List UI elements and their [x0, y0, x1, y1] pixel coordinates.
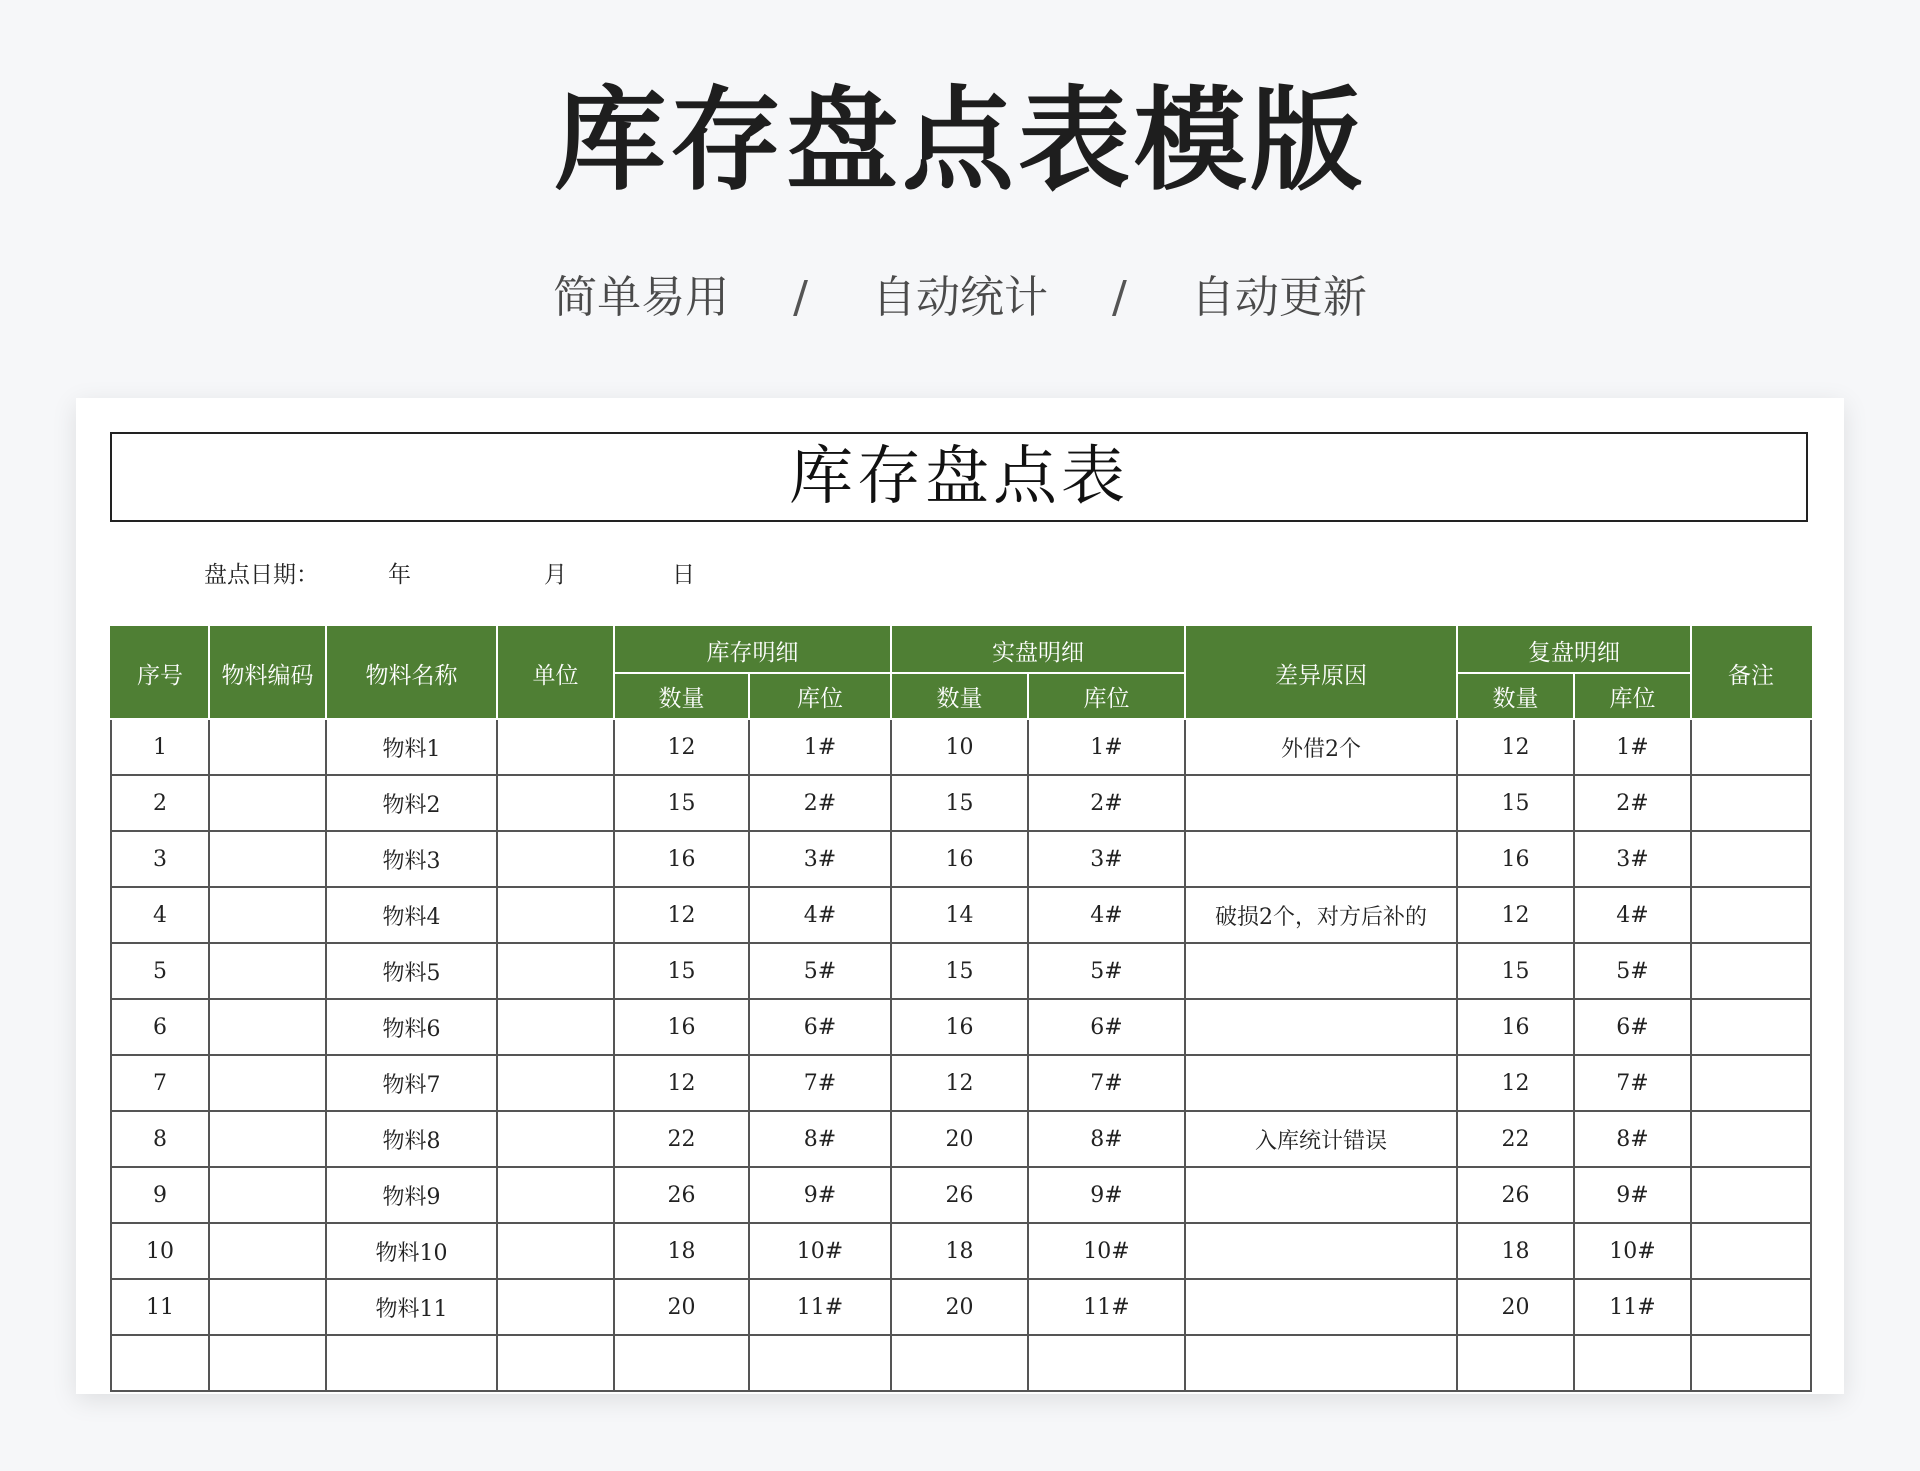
cell-no[interactable]: 2 — [111, 775, 209, 831]
cell-actual-qty[interactable]: 10 — [891, 719, 1028, 775]
cell-stock-qty[interactable]: 22 — [614, 1111, 749, 1167]
table-row — [111, 719, 1811, 775]
cell-reason[interactable] — [1185, 1167, 1457, 1223]
cell-stock-qty[interactable]: 26 — [614, 1167, 749, 1223]
cell-note[interactable] — [1691, 1111, 1811, 1167]
cell-no[interactable]: 9 — [111, 1167, 209, 1223]
tag-separator: / — [1112, 272, 1127, 323]
cell-recheck-qty[interactable]: 20 — [1457, 1279, 1574, 1335]
cell-recheck-qty[interactable]: 12 — [1457, 1055, 1574, 1111]
cell-actual-loc[interactable] — [1028, 1335, 1185, 1391]
cell-reason[interactable] — [1185, 1335, 1457, 1391]
cell-actual-loc[interactable]: 8# — [1028, 1111, 1185, 1167]
cell-code[interactable] — [209, 943, 326, 999]
table-row — [111, 1167, 1811, 1223]
cell-reason[interactable] — [1185, 943, 1457, 999]
cell-recheck-loc[interactable]: 2# — [1574, 775, 1691, 831]
cell-name[interactable]: 物料8 — [326, 1111, 497, 1167]
cell-recheck-loc[interactable]: 3# — [1574, 831, 1691, 887]
cell-actual-loc[interactable]: 11# — [1028, 1279, 1185, 1335]
cell-no[interactable]: 5 — [111, 943, 209, 999]
cell-stock-qty[interactable]: 16 — [614, 831, 749, 887]
cell-code[interactable] — [209, 1279, 326, 1335]
cell-recheck-loc[interactable]: 4# — [1574, 887, 1691, 943]
table-row — [111, 1335, 1811, 1391]
cell-no[interactable]: 4 — [111, 887, 209, 943]
cell-actual-loc[interactable]: 5# — [1028, 943, 1185, 999]
cell-unit[interactable] — [497, 999, 614, 1055]
cell-unit[interactable] — [497, 775, 614, 831]
cell-recheck-loc[interactable]: 8# — [1574, 1111, 1691, 1167]
cell-actual-qty[interactable]: 16 — [891, 999, 1028, 1055]
cell-name[interactable]: 物料6 — [326, 999, 497, 1055]
cell-unit[interactable] — [497, 1223, 614, 1279]
cell-stock-loc[interactable]: 8# — [749, 1111, 891, 1167]
cell-reason[interactable] — [1185, 1223, 1457, 1279]
cell-code[interactable] — [209, 831, 326, 887]
cell-no[interactable]: 7 — [111, 1055, 209, 1111]
cell-name[interactable]: 物料5 — [326, 943, 497, 999]
cell-unit[interactable] — [497, 831, 614, 887]
cell-unit[interactable] — [497, 1111, 614, 1167]
cell-reason[interactable] — [1185, 1055, 1457, 1111]
month-label: 月 — [544, 562, 567, 588]
cell-actual-qty[interactable]: 20 — [891, 1279, 1028, 1335]
cell-stock-qty[interactable]: 12 — [614, 1055, 749, 1111]
cell-stock-qty[interactable]: 18 — [614, 1223, 749, 1279]
year-label: 年 — [388, 562, 411, 588]
cell-reason[interactable]: 破损2个，对方后补的 — [1185, 887, 1457, 943]
cell-recheck-qty[interactable] — [1457, 1335, 1574, 1391]
col-header-note: 备注 — [1691, 627, 1811, 719]
cell-recheck-loc[interactable]: 1# — [1574, 719, 1691, 775]
cell-code[interactable] — [209, 999, 326, 1055]
cell-recheck-qty[interactable]: 16 — [1457, 999, 1574, 1055]
table-row — [111, 943, 1811, 999]
table-row — [111, 775, 1811, 831]
cell-actual-loc[interactable]: 3# — [1028, 831, 1185, 887]
cell-actual-qty[interactable]: 15 — [891, 775, 1028, 831]
table-row — [111, 1111, 1811, 1167]
cell-recheck-qty[interactable]: 12 — [1457, 719, 1574, 775]
col-header-actual-qty: 数量 — [891, 673, 1028, 719]
cell-name[interactable]: 物料1 — [326, 719, 497, 775]
cell-recheck-qty[interactable]: 15 — [1457, 775, 1574, 831]
inventory-table — [110, 626, 1812, 1392]
col-header-name: 物料名称 — [326, 627, 497, 719]
cell-recheck-qty[interactable]: 18 — [1457, 1223, 1574, 1279]
cell-code[interactable] — [209, 775, 326, 831]
cell-stock-loc[interactable]: 11# — [749, 1279, 891, 1335]
cell-actual-qty[interactable]: 18 — [891, 1223, 1028, 1279]
col-header-stock-group: 库存明细 — [614, 627, 891, 673]
cell-actual-loc[interactable]: 4# — [1028, 887, 1185, 943]
cell-reason[interactable] — [1185, 999, 1457, 1055]
cell-actual-qty[interactable]: 16 — [891, 831, 1028, 887]
cell-unit[interactable] — [497, 1279, 614, 1335]
col-header-stock-qty: 数量 — [614, 673, 749, 719]
cell-actual-loc[interactable]: 6# — [1028, 999, 1185, 1055]
cell-recheck-loc[interactable]: 9# — [1574, 1167, 1691, 1223]
cell-stock-loc[interactable]: 7# — [749, 1055, 891, 1111]
cell-name[interactable]: 物料7 — [326, 1055, 497, 1111]
cell-note[interactable] — [1691, 1335, 1811, 1391]
cell-actual-qty[interactable]: 12 — [891, 1055, 1028, 1111]
cell-no[interactable]: 1 — [111, 719, 209, 775]
cell-unit[interactable] — [497, 719, 614, 775]
cell-stock-loc[interactable]: 2# — [749, 775, 891, 831]
col-header-code: 物料编码 — [209, 627, 326, 719]
tag-auto-update: 自动更新 — [1190, 272, 1367, 323]
cell-code[interactable] — [209, 719, 326, 775]
cell-code[interactable] — [209, 1167, 326, 1223]
cell-code[interactable] — [209, 1055, 326, 1111]
cell-actual-qty[interactable]: 26 — [891, 1167, 1028, 1223]
cell-name[interactable] — [326, 1335, 497, 1391]
day-label: 日 — [672, 562, 695, 588]
cell-name[interactable]: 物料4 — [326, 887, 497, 943]
cell-no[interactable] — [111, 1335, 209, 1391]
cell-recheck-loc[interactable] — [1574, 1335, 1691, 1391]
cell-stock-loc[interactable]: 3# — [749, 831, 891, 887]
table-row — [111, 1279, 1811, 1335]
cell-name[interactable]: 物料2 — [326, 775, 497, 831]
cell-reason[interactable] — [1185, 1279, 1457, 1335]
cell-name[interactable]: 物料10 — [326, 1223, 497, 1279]
cell-recheck-qty[interactable]: 15 — [1457, 943, 1574, 999]
cell-no[interactable]: 10 — [111, 1223, 209, 1279]
cell-note[interactable] — [1691, 1167, 1811, 1223]
cell-code[interactable] — [209, 1111, 326, 1167]
cell-note[interactable] — [1691, 943, 1811, 999]
table-row — [111, 1055, 1811, 1111]
cell-reason[interactable]: 外借2个 — [1185, 719, 1457, 775]
cell-note[interactable] — [1691, 1223, 1811, 1279]
cell-actual-qty[interactable]: 20 — [891, 1111, 1028, 1167]
cell-note[interactable] — [1691, 1279, 1811, 1335]
cell-unit[interactable] — [497, 943, 614, 999]
cell-recheck-loc[interactable]: 6# — [1574, 999, 1691, 1055]
cell-stock-loc[interactable]: 9# — [749, 1167, 891, 1223]
cell-actual-loc[interactable]: 7# — [1028, 1055, 1185, 1111]
table-row — [111, 999, 1811, 1055]
cell-note[interactable] — [1691, 831, 1811, 887]
tagline — [0, 270, 1920, 326]
cell-note[interactable] — [1691, 999, 1811, 1055]
cell-actual-qty[interactable]: 14 — [891, 887, 1028, 943]
cell-code[interactable] — [209, 1223, 326, 1279]
cell-stock-qty[interactable]: 12 — [614, 887, 749, 943]
cell-actual-loc[interactable]: 2# — [1028, 775, 1185, 831]
cell-note[interactable] — [1691, 719, 1811, 775]
cell-stock-qty[interactable]: 16 — [614, 999, 749, 1055]
cell-stock-loc[interactable]: 1# — [749, 719, 891, 775]
date-label: 盘点日期： — [204, 562, 319, 588]
cell-recheck-loc[interactable]: 5# — [1574, 943, 1691, 999]
cell-stock-loc[interactable]: 4# — [749, 887, 891, 943]
table-row — [111, 831, 1811, 887]
cell-reason[interactable]: 入库统计错误 — [1185, 1111, 1457, 1167]
cell-recheck-qty[interactable]: 22 — [1457, 1111, 1574, 1167]
cell-code[interactable] — [209, 887, 326, 943]
cell-code[interactable] — [209, 1335, 326, 1391]
table-row — [111, 887, 1811, 943]
col-header-recheck-loc: 库位 — [1574, 673, 1691, 719]
tag-easy: 简单易用 — [553, 272, 730, 323]
tag-auto-stats: 自动统计 — [872, 272, 1048, 323]
sheet-title: 库存盘点表 — [110, 432, 1808, 522]
cell-stock-qty[interactable]: 12 — [614, 719, 749, 775]
cell-note[interactable] — [1691, 887, 1811, 943]
cell-reason[interactable] — [1185, 831, 1457, 887]
cell-unit[interactable] — [497, 1335, 614, 1391]
cell-recheck-loc[interactable]: 11# — [1574, 1279, 1691, 1335]
col-header-index: 序号 — [111, 627, 209, 719]
cell-recheck-qty[interactable]: 16 — [1457, 831, 1574, 887]
cell-stock-qty[interactable] — [614, 1335, 749, 1391]
cell-note[interactable] — [1691, 775, 1811, 831]
col-header-stock-loc: 库位 — [749, 673, 891, 719]
col-header-actual-loc: 库位 — [1028, 673, 1185, 719]
cell-name[interactable]: 物料3 — [326, 831, 497, 887]
cell-no[interactable]: 3 — [111, 831, 209, 887]
cell-stock-loc[interactable]: 6# — [749, 999, 891, 1055]
cell-stock-loc[interactable] — [749, 1335, 891, 1391]
sheet-card — [76, 398, 1844, 1394]
cell-unit[interactable] — [497, 887, 614, 943]
cell-no[interactable]: 6 — [111, 999, 209, 1055]
cell-unit[interactable] — [497, 1055, 614, 1111]
cell-no[interactable]: 11 — [111, 1279, 209, 1335]
cell-name[interactable]: 物料9 — [326, 1167, 497, 1223]
cell-no[interactable]: 8 — [111, 1111, 209, 1167]
col-header-recheck-group: 复盘明细 — [1457, 627, 1691, 673]
cell-actual-loc[interactable]: 9# — [1028, 1167, 1185, 1223]
cell-stock-loc[interactable]: 5# — [749, 943, 891, 999]
cell-stock-loc[interactable]: 10# — [749, 1223, 891, 1279]
cell-actual-loc[interactable]: 1# — [1028, 719, 1185, 775]
cell-actual-qty[interactable]: 15 — [891, 943, 1028, 999]
cell-recheck-loc[interactable]: 10# — [1574, 1223, 1691, 1279]
col-header-unit: 单位 — [497, 627, 614, 719]
col-header-recheck-qty: 数量 — [1457, 673, 1574, 719]
cell-recheck-loc[interactable]: 7# — [1574, 1055, 1691, 1111]
tag-separator: / — [793, 272, 808, 323]
banner-title: 库存盘点表模版 — [554, 76, 1366, 206]
cell-actual-loc[interactable]: 10# — [1028, 1223, 1185, 1279]
cell-unit[interactable] — [497, 1167, 614, 1223]
cell-stock-qty[interactable]: 15 — [614, 775, 749, 831]
col-header-reason: 差异原因 — [1185, 627, 1457, 719]
cell-recheck-qty[interactable]: 12 — [1457, 887, 1574, 943]
cell-actual-qty[interactable] — [891, 1335, 1028, 1391]
cell-note[interactable] — [1691, 1055, 1811, 1111]
cell-stock-qty[interactable]: 20 — [614, 1279, 749, 1335]
cell-stock-qty[interactable]: 15 — [614, 943, 749, 999]
col-header-actual-group: 实盘明细 — [891, 627, 1185, 673]
cell-reason[interactable] — [1185, 775, 1457, 831]
table-row — [111, 1223, 1811, 1279]
cell-recheck-qty[interactable]: 26 — [1457, 1167, 1574, 1223]
cell-name[interactable]: 物料11 — [326, 1279, 497, 1335]
